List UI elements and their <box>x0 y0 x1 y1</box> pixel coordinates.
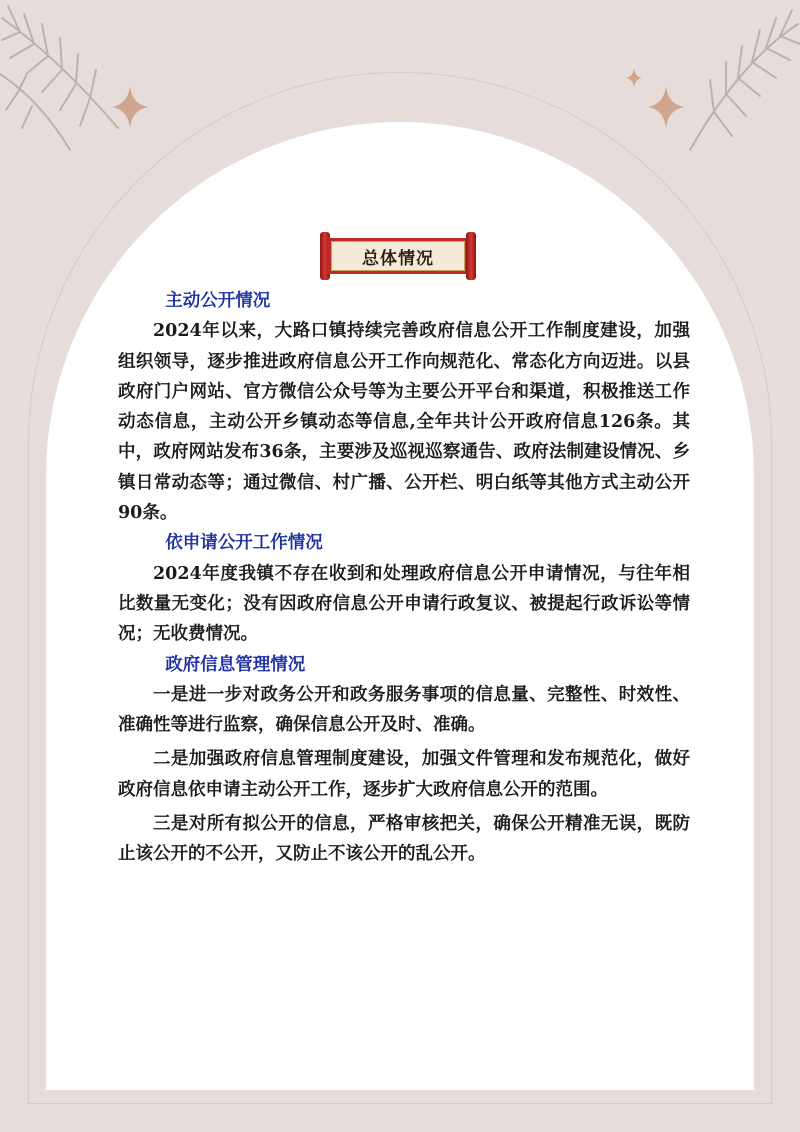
banner-body <box>328 238 468 274</box>
paragraph: 三是对所有拟公开的信息，严格审核把关，确保公开精准无误，既防止该公开的不公开，又防止不该公开的乱公开。 <box>118 814 690 865</box>
page-title: 总体情况 <box>331 241 465 271</box>
leaf-branch-left-decoration <box>0 0 150 160</box>
document-body <box>118 286 690 870</box>
sparkle-icon <box>648 86 684 128</box>
leaf-branch-right-decoration <box>650 0 800 160</box>
scroll-roll-right <box>466 232 476 280</box>
paragraph: 2024年度我镇不存在收到和处理政府信息公开申请情况，与往年相比数量无变化；没有因政府信息公开申请行政复议、被提起行政诉讼等情况；无收费情况。 <box>118 563 690 645</box>
section-heading: 主动公开情况 <box>165 291 271 311</box>
paragraph: 一是进一步对政务公开和政务服务事项的信息量、完整性、时效性、准确性等进行监察，确保信息公开及时、准确。 <box>118 684 690 736</box>
paragraph: 2024年以来，大路口镇持续完善政府信息公开工作制度建设，加强组织领导，逐步推进政府信息公开工作向规范化、常态化方向迈进。以县政府门户网站、官方微信公众号等为主要公开平台和渠道，积极推送工作动态信息，主动公开乡镇动态等信息,全年共计公开政府信息126条。其中，政府网站发布36条，主要涉及巡视巡察通告、政府法制建设情况、乡镇日常动态等；通过微信、村广播、公开栏、明白纸等其他方式主动公开90条。 <box>118 321 690 524</box>
sparkle-icon <box>626 68 642 88</box>
section-heading: 政府信息管理情况 <box>165 654 306 675</box>
sparkle-icon <box>112 86 148 128</box>
paragraph: 二是加强政府信息管理制度建设，加强文件管理和发布规范化，做好政府信息依申请主动公开工作，逐步扩大政府信息公开的范围。 <box>118 749 690 800</box>
section-heading: 依申请公开工作情况 <box>165 533 323 554</box>
section-title-banner <box>320 232 476 280</box>
